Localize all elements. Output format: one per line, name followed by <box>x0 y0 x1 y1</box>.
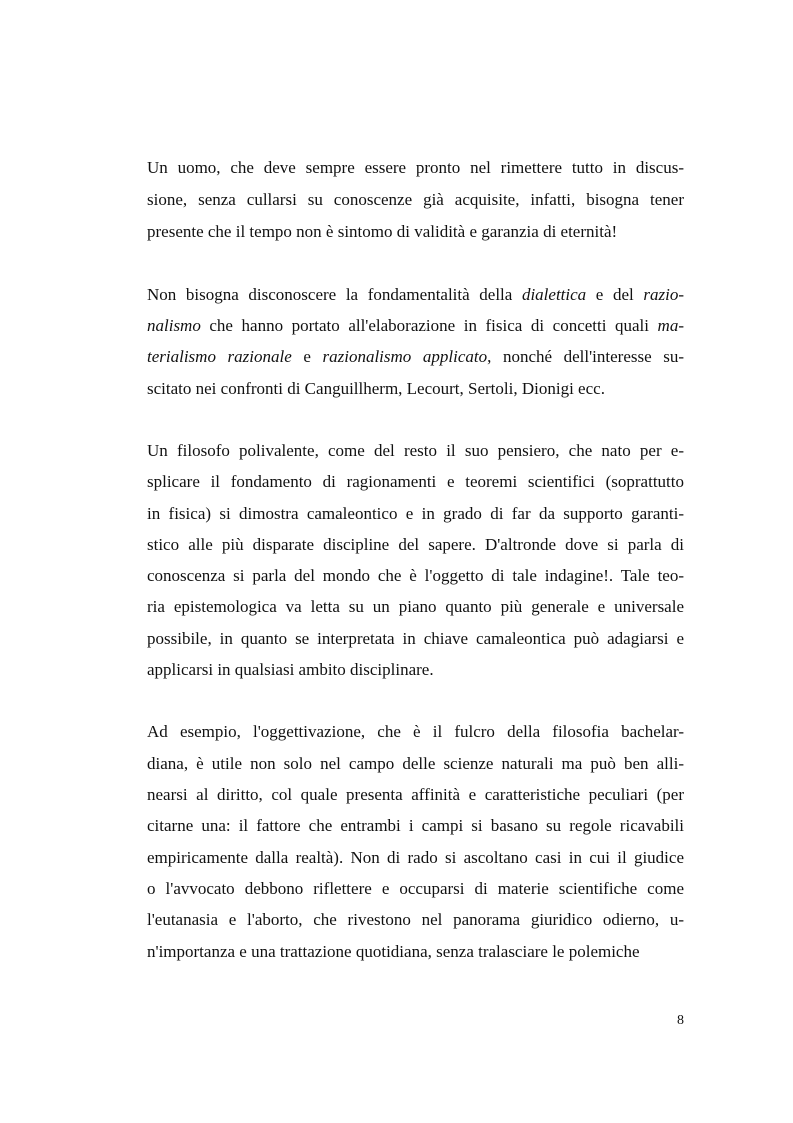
text-line <box>147 535 684 555</box>
text-segment: l'eutanasia e l'aborto, che rivestono nel panorama giuridico odierno, u- <box>147 910 684 929</box>
text-segment: Un uomo, che deve sempre essere pronto nel rimettere tutto in discus- <box>147 158 684 177</box>
text-segment: nearsi al diritto, col quale presenta affinità e caratteristiche peculiari (per <box>147 785 684 804</box>
italic-text: razio- <box>643 285 684 304</box>
text-segment: Non bisogna disconoscere la fondamentalità della <box>147 285 522 304</box>
text-segment: applicarsi in qualsiasi ambito disciplinare. <box>147 660 434 679</box>
text-segment: n'importanza e una trattazione quotidiana, senza tralasciare le polemiche <box>147 942 640 961</box>
text-line <box>147 910 684 930</box>
text-segment: Un filosofo polivalente, come del resto il suo pensiero, che nato per e- <box>147 441 684 460</box>
text-segment: diana, è utile non solo nel campo delle scienze naturali ma può ben alli- <box>147 754 684 773</box>
italic-text: ma- <box>657 316 684 335</box>
text-line <box>147 158 684 178</box>
text-segment: in fisica) si dimostra camaleontico e in grado di far da supporto garanti- <box>147 504 684 523</box>
text-line <box>147 441 684 461</box>
text-line <box>147 848 684 868</box>
text-line <box>147 629 684 649</box>
text-segment: che hanno portato all'elaborazione in fisica di concetti quali <box>200 316 658 335</box>
text-line <box>147 566 684 586</box>
text-line <box>147 316 684 336</box>
text-line <box>147 816 684 836</box>
text-segment: sione, senza cullarsi su conoscenze già acquisite, infatti, bisogna tener <box>147 190 684 209</box>
text-segment: , nonché dell'interesse su- <box>487 347 685 366</box>
text-line <box>147 785 684 805</box>
text-segment: e del <box>586 285 644 304</box>
text-segment: empiricamente dalla realtà). Non di rado si ascoltano casi in cui il giudice <box>147 848 684 867</box>
text-line <box>147 285 684 305</box>
text-line <box>147 222 684 242</box>
text-segment: ria epistemologica va letta su un piano quanto più generale e universale <box>147 597 684 616</box>
text-segment: e <box>291 347 323 366</box>
text-segment: possibile, in quanto se interpretata in chiave camaleontica può adagiarsi e <box>147 629 684 648</box>
italic-text: razionalismo applicato <box>322 347 488 366</box>
italic-text: nalismo <box>147 316 201 335</box>
text-line <box>147 347 684 367</box>
text-line <box>147 504 684 524</box>
text-segment: presente che il tempo non è sintomo di validità e garanzia di eternità! <box>147 222 618 241</box>
text-segment: stico alle più disparate discipline del sapere. D'altronde dove si parla di <box>147 535 684 554</box>
text-line <box>147 660 684 680</box>
text-segment: o l'avvocato debbono riflettere e occuparsi di materie scientifiche come <box>147 879 684 898</box>
text-line <box>147 472 684 492</box>
text-line <box>147 597 684 617</box>
text-line <box>147 190 684 210</box>
text-line <box>147 379 684 399</box>
text-segment: scitato nei confronti di Canguillherm, Lecourt, Sertoli, Dionigi ecc. <box>147 379 605 398</box>
text-segment: splicare il fondamento di ragionamenti e teoremi scientifici (soprattutto <box>147 472 684 491</box>
page-number: 8 <box>677 1013 684 1028</box>
text-line <box>147 754 684 774</box>
text-segment: citarne una: il fattore che entrambi i campi si basano su regole ricavabili <box>147 816 684 835</box>
text-segment: conoscenza si parla del mondo che è l'oggetto di tale indagine!. Tale teo- <box>147 566 684 585</box>
italic-text: dialettica <box>521 285 587 304</box>
text-line <box>147 722 684 742</box>
text-line <box>147 942 684 962</box>
italic-text: terialismo razionale <box>147 347 292 366</box>
text-segment: Ad esempio, l'oggettivazione, che è il fulcro della filosofia bachelar- <box>147 722 684 741</box>
text-line <box>147 879 684 899</box>
